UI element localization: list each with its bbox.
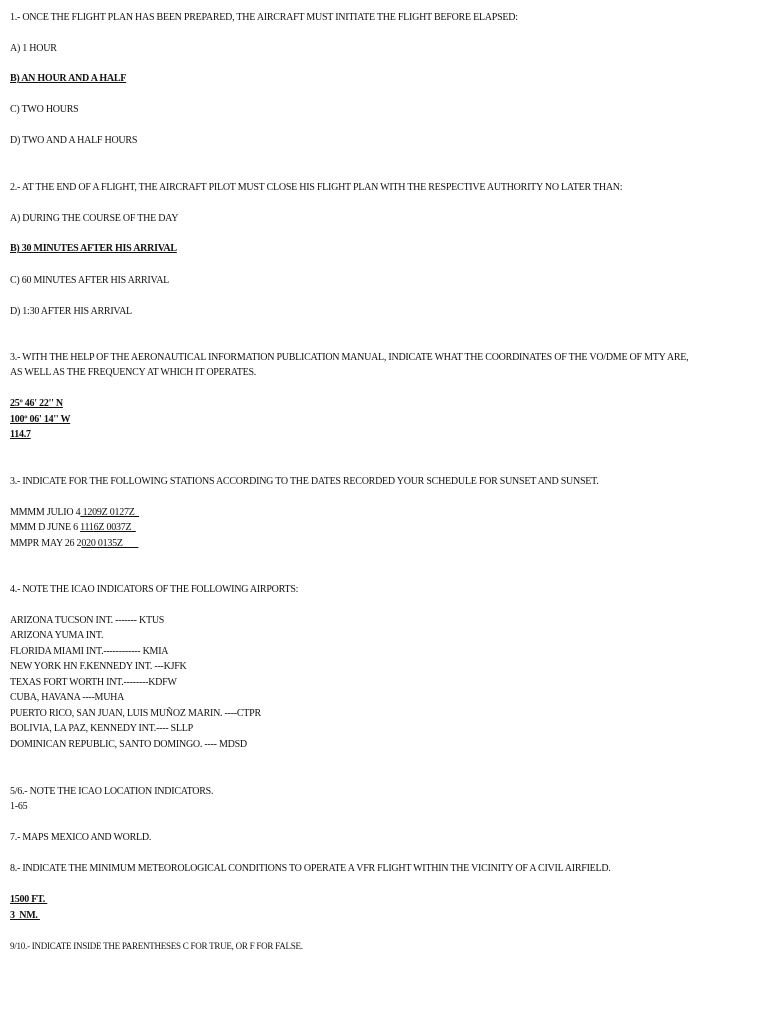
question-1-option-d: D) TWO AND A HALF HOURS [10,135,138,146]
question-1-option-b-answer: B) AN HOUR AND A HALF [10,73,127,84]
question-3-text-line-1: 3.- WITH THE HELP OF THE AERONAUTICAL INFORMATION PUBLICATION MANUAL, INDICATE WHAT THE COORDINATES OF THE VO/DME OF MTY ARE, [10,352,689,363]
question-9-10-text: 9/10.- INDICATE INSIDE THE PARENTHESES C FOR TRUE, OR F FOR FALSE. [10,941,303,951]
station-answer: 020 0135Z [81,538,139,549]
airport-line: TEXAS FORT WORTH INT.--------KDFW [10,677,177,688]
question-3b-text: 3.- INDICATE FOR THE FOLLOWING STATIONS ACCORDING TO THE DATES RECORDED YOUR SCHEDULE FOR SUNSET AND SUNSET. [10,476,599,487]
question-2-text: 2.- AT THE END OF A FLIGHT, THE AIRCRAFT PILOT MUST CLOSE HIS FLIGHT PLAN WITH THE RESPECTIVE AUTHORITY NO LATER THAN: [10,182,623,193]
station-label: MMMM JULIO 4 [10,507,81,518]
question-5-6-text: 5/6.- NOTE THE ICAO LOCATION INDICATORS. [10,786,214,797]
question-8-answer-visibility: 3 NM. [10,910,40,921]
station-answer: 1116Z 0037Z [80,522,136,533]
question-1-text: 1.- ONCE THE FLIGHT PLAN HAS BEEN PREPARED, THE AIRCRAFT MUST INITIATE THE FLIGHT BEFORE ELAPSED: [10,12,518,23]
question-2-option-c: C) 60 MINUTES AFTER HIS ARRIVAL [10,275,170,286]
question-1-option-c: C) TWO HOURS [10,104,79,115]
question-8-answer-ceiling: 1500 FT. [10,894,48,905]
airport-line: BOLIVIA, LA PAZ, KENNEDY INT.---- SLLP [10,723,193,734]
question-2-option-b-answer: B) 30 MINUTES AFTER HIS ARRIVAL [10,243,177,254]
airport-line: ARIZONA YUMA INT. [10,630,104,641]
airport-line: FLORIDA MIAMI INT.------------ KMIA [10,646,169,657]
airport-line: NEW YORK HN F.KENNEDY INT. ---KJFK [10,661,187,672]
question-3-answer-latitude: 25º 46' 22'' N [10,398,63,409]
question-2-option-a: A) DURING THE COURSE OF THE DAY [10,213,179,224]
question-3-answer-frequency: 114.7 [10,429,31,440]
question-5-6-answer: 1-65 [10,801,28,812]
airport-line: ARIZONA TUCSON INT. ------- KTUS [10,615,165,626]
question-7-text: 7.- MAPS MEXICO AND WORLD. [10,832,152,843]
question-3-text-line-2: AS WELL AS THE FREQUENCY AT WHICH IT OPERATES. [10,367,257,378]
question-4-text: 4.- NOTE THE ICAO INDICATORS OF THE FOLLOWING AIRPORTS: [10,584,299,595]
question-3-answer-longitude: 100º 06' 14'' W [10,414,71,425]
station-label: MMPR MAY 26 2 [10,538,82,549]
station-answer: 1209Z 0127Z [80,507,140,518]
question-3b-row-3 [10,538,138,550]
question-3b-row-2 [10,522,136,534]
airport-line: CUBA, HAVANA ----MUHA [10,692,125,703]
question-1-option-a: A) 1 HOUR [10,43,57,54]
question-2-option-d: D) 1:30 AFTER HIS ARRIVAL [10,306,132,317]
question-8-text: 8.- INDICATE THE MINIMUM METEOROLOGICAL CONDITIONS TO OPERATE A VFR FLIGHT WITHIN THE VICINITY OF A CIVIL AIRFIELD. [10,863,611,874]
question-3b-row-1 [10,507,139,519]
airport-line: DOMINICAN REPUBLIC, SANTO DOMINGO. ---- MDSD [10,739,247,750]
airport-line: PUERTO RICO, SAN JUAN, LUIS MUÑOZ MARIN. ----CTPR [10,708,261,719]
station-label: MMM D JUNE 6 [10,522,81,533]
